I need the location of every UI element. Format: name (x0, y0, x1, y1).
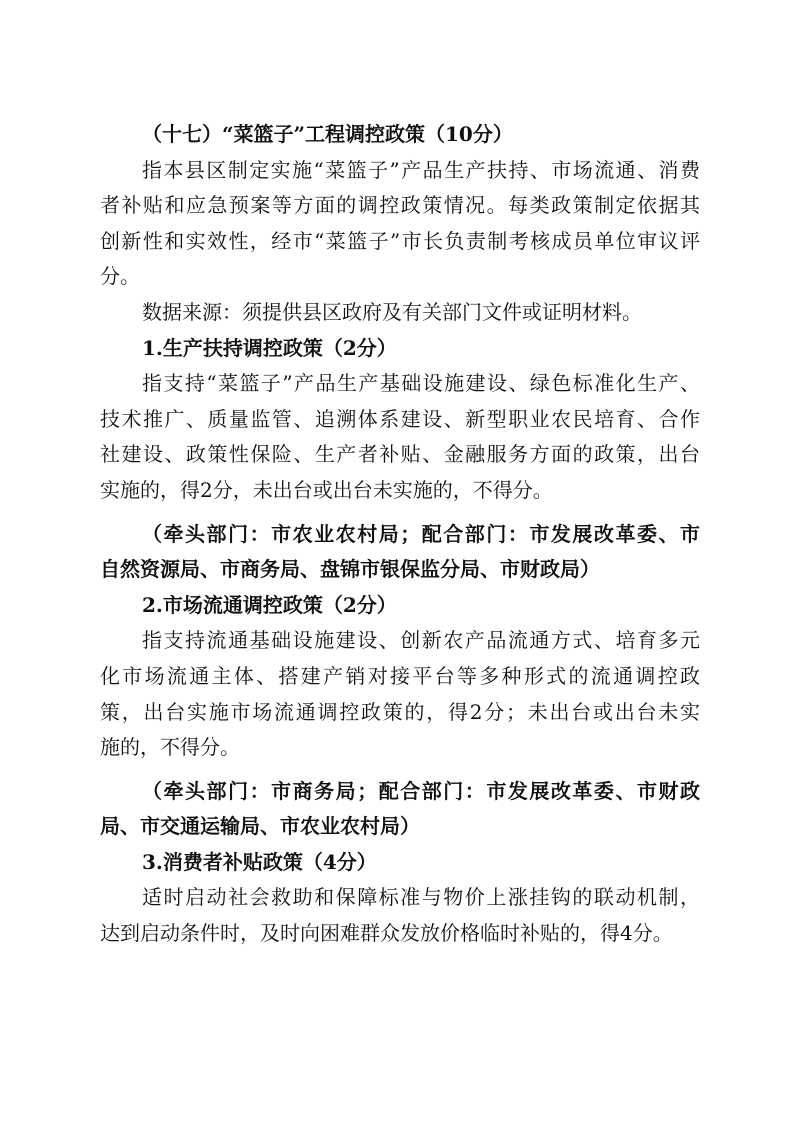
paragraph-line: 策，出台实施市场流通调控政策的，得2分；未出台或出台未实 (100, 699, 700, 724)
departments-line: 局、市交通运输局、市农业农村局） (100, 814, 420, 839)
paragraph-line: 施的，不得分。 (100, 735, 240, 760)
paragraph-line: 者补贴和应急预案等方面的调控政策情况。每类政策制定依据其 (100, 193, 700, 218)
intro-paragraph (100, 153, 700, 295)
item1-heading: 1.生产扶持调控政策（2分） (142, 335, 397, 360)
item3-heading: 3.消费者补贴政策（4分） (142, 849, 377, 874)
paragraph-line: 指本县区制定实施“菜篮子”产品生产扶持、市场流通、消费 (142, 157, 700, 182)
item3-paragraph (100, 880, 700, 951)
data-source: 数据来源：须提供县区政府及有关部门文件或证明材料。 (142, 299, 642, 324)
paragraph-line: 化市场流通主体、搭建产销对接平台等多种形式的流通调控政 (100, 663, 700, 688)
departments-line: （牵头部门：市商务局；配合部门：市发展改革委、市财政 (142, 778, 700, 803)
paragraph-line: 指支持流通基础设施建设、创新农产品流通方式、培育多元 (142, 628, 700, 653)
paragraph-line: 达到启动条件时，及时向困难群众发放价格临时补贴的，得4分。 (100, 921, 673, 946)
item1-paragraph (100, 366, 700, 508)
paragraph-line: 指支持“菜篮子”产品生产基础设施建设、绿色标准化生产、 (142, 371, 700, 396)
item2-departments (100, 774, 700, 845)
item1-departments (100, 517, 700, 588)
paragraph-line: 创新性和实效性，经市“菜篮子”市长负责制考核成员单位审议评 (100, 228, 700, 253)
item2-heading: 2.市场流通调控政策（2分） (142, 592, 397, 617)
departments-line: （牵头部门：市农业农村局；配合部门：市发展改革委、市 (142, 521, 700, 546)
paragraph-line: 实施的，得2分，未出台或出台未实施的，不得分。 (100, 477, 553, 502)
paragraph-line: 分。 (100, 264, 140, 289)
document-body (100, 117, 700, 952)
paragraph-line: 社建设、政策性保险、生产者补贴、金融服务方面的政策，出台 (100, 442, 700, 467)
paragraph-line: 技术推广、质量监管、追溯体系建设、新型职业农民培育、合作 (100, 406, 700, 431)
item2-paragraph (100, 623, 700, 765)
departments-line: 自然资源局、市商务局、盘锦市银保监分局、市财政局） (100, 557, 600, 582)
section-heading: （十七）“菜篮子”工程调控政策（10分） (142, 122, 513, 146)
paragraph-line: 适时启动社会救助和保障标准与物价上涨挂钩的联动机制， (142, 885, 700, 910)
